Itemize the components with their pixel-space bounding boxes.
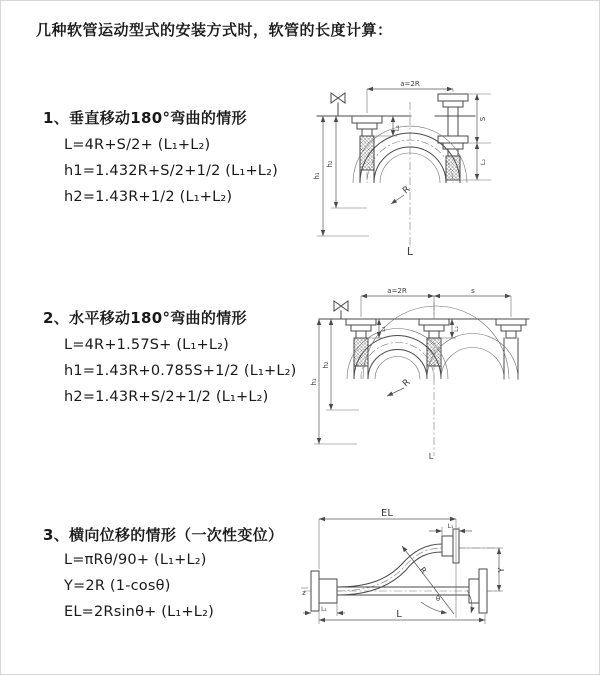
offset-label: s [471, 287, 475, 295]
dimension-l1-top [429, 523, 472, 535]
diagram-lateral-displacement [299, 504, 600, 649]
dimension-span [361, 287, 511, 317]
l2-label: L₂ [479, 158, 487, 166]
dimension-l1-left [303, 603, 345, 616]
page-title: 几种软管运动型式的安装方式时，软管的长度计算： [36, 21, 393, 39]
l1-top-label: L₁ [447, 523, 454, 530]
h1-label: h₁ [310, 378, 318, 386]
valve-icon [331, 93, 345, 116]
formula-el-3: EL=2Rsinθ+ (L₁+L₂) [64, 604, 214, 620]
l2-label: L₂ [453, 326, 460, 332]
formula-h2-2: h2=1.43R+S/2+1/2 (L₁+L₂) [64, 389, 269, 405]
l1-label: L₁ [380, 326, 387, 332]
length-label: L [428, 452, 434, 461]
formula-h1-2: h1=1.43R+0.785S+1/2 (L₁+L₂) [64, 363, 297, 379]
formula-length-1: L=4R+S/2+ (L₁+L₂) [64, 137, 211, 153]
y-label: Y [497, 567, 506, 573]
h2-label: h₂ [322, 361, 330, 369]
radius-label: R [417, 565, 429, 576]
formula-h1-1: h1=1.432R+S/2+1/2 (L₁+L₂) [64, 163, 278, 179]
braided-hose-section [354, 338, 368, 366]
span-label: a=2R [400, 80, 420, 88]
formula-length-2: L=4R+1.57S+ (L₁+L₂) [64, 337, 229, 353]
radius-label: R [401, 184, 413, 197]
formula-h2-1: h2=1.43R+1/2 (L₁+L₂) [64, 189, 233, 205]
dimension-h1 [310, 319, 357, 444]
formula-length-3: L=πRθ/90+ (L₁+L₂) [64, 552, 207, 568]
dimension-h2 [322, 319, 359, 410]
datum-label: z [302, 589, 306, 597]
radius-annotation [391, 185, 412, 204]
formula-y-3: Y=2R (1-cosθ) [64, 578, 171, 594]
middle-riser-fitting [419, 319, 449, 366]
valve-icon [334, 301, 348, 319]
section-3-heading: 3、横向位移的情形（一次性变位） [43, 526, 284, 544]
braided-hose-section [360, 136, 374, 170]
section-1-heading: 1、垂直移动180°弯曲的情形 [43, 109, 247, 127]
dimension-l [319, 609, 485, 624]
diagram-horizontal-180-bend [309, 284, 600, 464]
h1-label: h₁ [313, 172, 321, 180]
radius-annotation [387, 378, 412, 396]
diagram-vertical-180-bend [309, 76, 600, 261]
theta-label: θ [435, 595, 441, 603]
left-riser-fitting [352, 116, 382, 170]
section-2-heading: 2、水平移动180°弯曲的情形 [43, 309, 247, 327]
s-curve-hose-displaced [337, 529, 459, 595]
right-riser-fitting-ghost [496, 319, 526, 379]
braided-hose-section [427, 338, 441, 366]
datum-mark [301, 588, 308, 597]
left-riser-fitting [346, 319, 376, 366]
length-label: L [396, 609, 402, 620]
length-label: L [406, 245, 414, 258]
l1-left-label: L₁ [321, 606, 327, 613]
s-label: S [479, 116, 487, 122]
left-flange [311, 571, 337, 611]
span-label: a=2R [387, 287, 407, 295]
dimension-el [319, 508, 456, 569]
h2-label: h₂ [326, 160, 334, 168]
radius-label: R [401, 377, 413, 390]
el-label: EL [381, 508, 393, 519]
l1-label: L₁ [393, 124, 401, 132]
